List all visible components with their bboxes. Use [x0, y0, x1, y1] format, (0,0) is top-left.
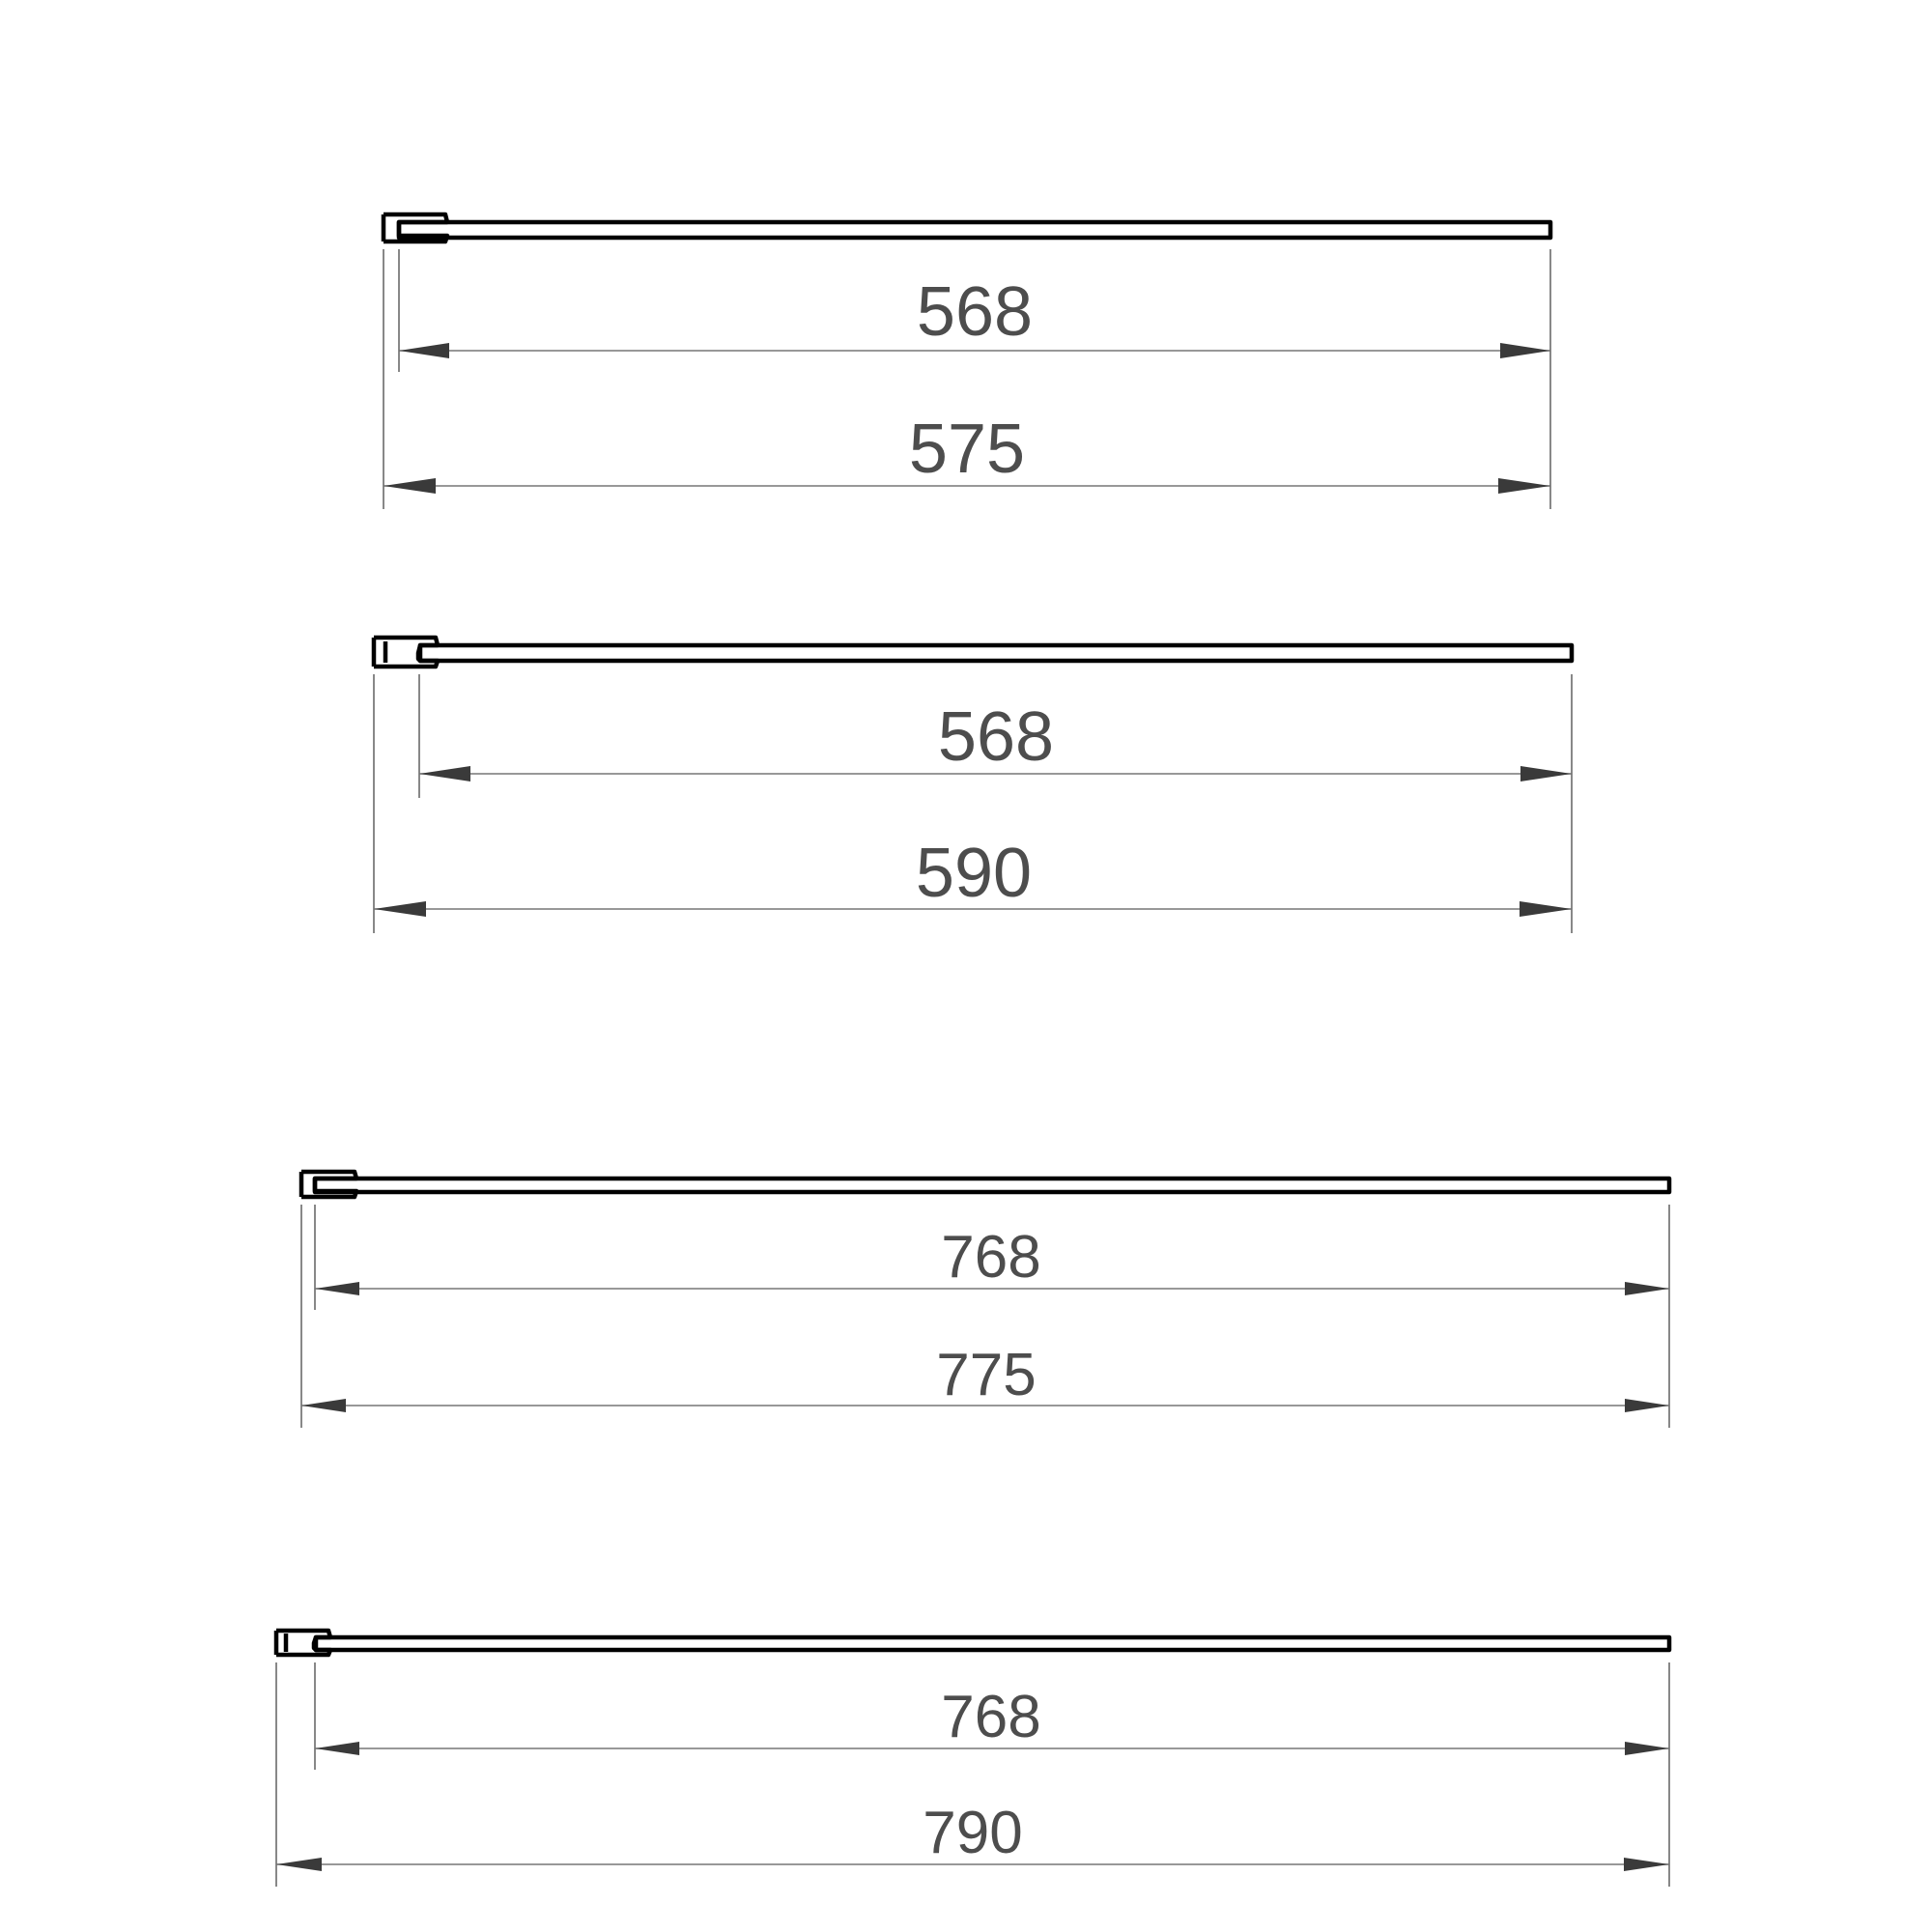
arrow-left-icon	[399, 343, 449, 358]
panel-2-outer-dimension-label: 590	[915, 835, 1033, 912]
arrow-left-icon	[374, 901, 426, 917]
panel-2-outer-dimension	[374, 835, 1572, 917]
panel-1-outer-dimension	[384, 411, 1550, 494]
arrow-right-icon	[1625, 1399, 1669, 1412]
panel-3-profile	[301, 1172, 1669, 1197]
panel-3-inner-dimension-label: 768	[941, 1224, 1041, 1291]
arrow-right-icon	[1520, 766, 1572, 781]
panel-4-profile	[276, 1631, 1669, 1655]
arrow-right-icon	[1625, 1282, 1669, 1295]
panel-1	[384, 214, 1550, 509]
arrow-right-icon	[1625, 1742, 1669, 1755]
arrow-left-icon	[315, 1282, 359, 1295]
arrow-right-icon	[1498, 478, 1550, 494]
panel-2-profile	[374, 638, 1572, 667]
panel-3-outer-dimension-label: 775	[936, 1342, 1037, 1408]
panel-4	[276, 1631, 1669, 1887]
panel-2-inner-dimension-label: 568	[937, 698, 1055, 776]
panel-3-outer-dimension	[301, 1342, 1669, 1412]
panel-1-inner-dimension-label: 568	[916, 273, 1034, 351]
panel-2	[374, 638, 1572, 933]
panel-3	[301, 1172, 1669, 1428]
panel-4-inner-dimension	[315, 1684, 1669, 1755]
panel-1-inner-dimension	[399, 273, 1550, 358]
panel-3-inner-dimension	[315, 1224, 1669, 1295]
panel-2-inner-dimension	[419, 698, 1572, 781]
arrow-left-icon	[315, 1742, 359, 1755]
panel-4-inner-dimension-label: 768	[941, 1684, 1041, 1750]
panel-1-profile	[384, 214, 1550, 242]
arrow-left-icon	[419, 766, 470, 781]
arrow-right-icon	[1520, 901, 1572, 917]
arrow-left-icon	[301, 1399, 346, 1412]
panel-4-outer-dimension	[276, 1800, 1669, 1871]
arrow-right-icon	[1500, 343, 1550, 358]
arrow-right-icon	[1624, 1858, 1669, 1871]
panel-4-outer-dimension-label: 790	[923, 1800, 1023, 1866]
arrow-left-icon	[276, 1858, 322, 1871]
arrow-left-icon	[384, 478, 436, 494]
panel-1-outer-dimension-label: 575	[908, 411, 1026, 488]
